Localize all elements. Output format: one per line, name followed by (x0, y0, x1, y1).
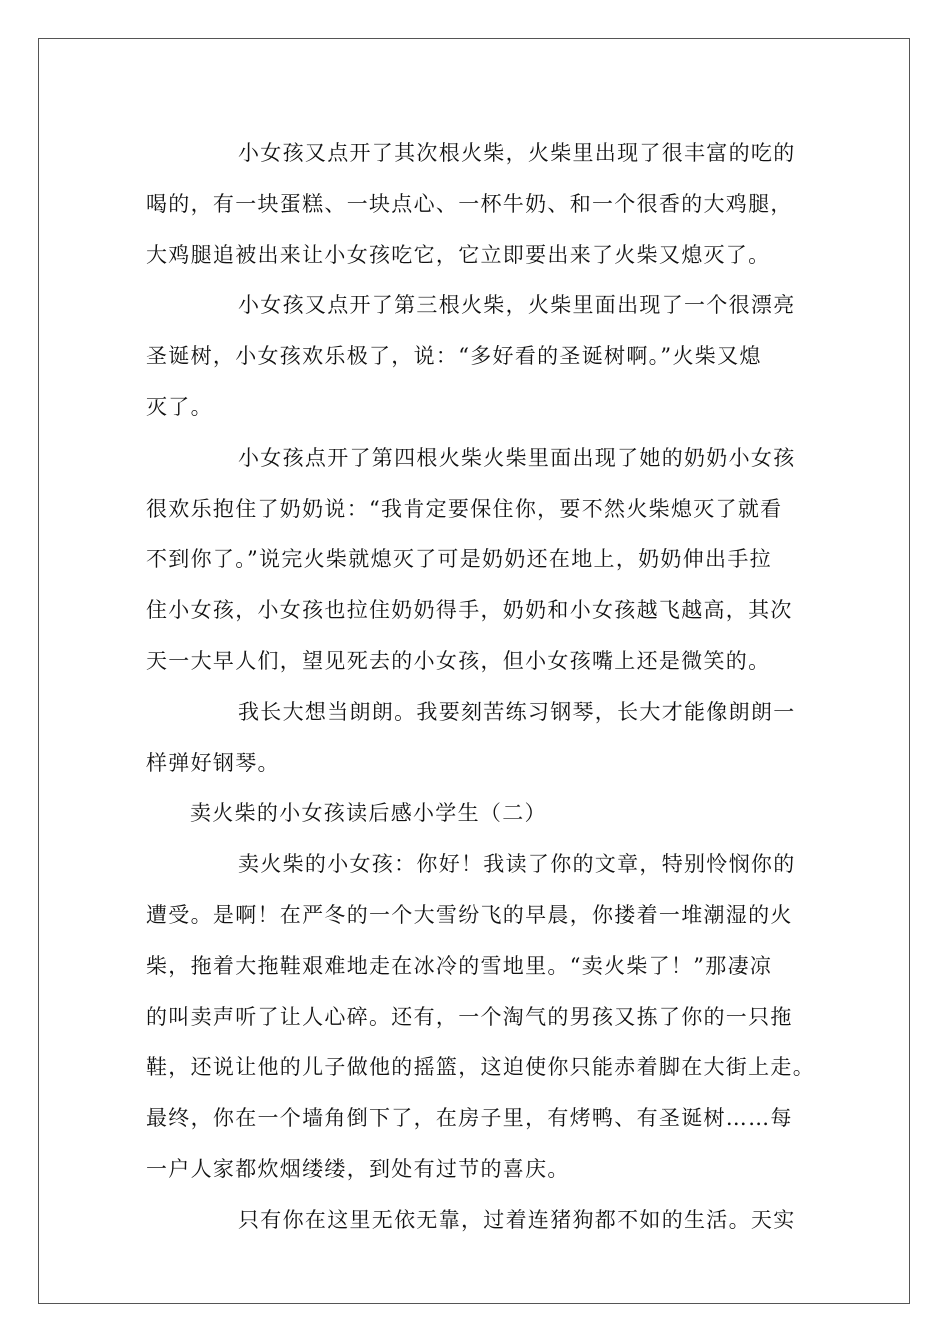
text-line: 小女孩又点开了其次根火柴，火柴里出现了很丰富的吃的 (238, 141, 796, 165)
text-line: 喝的，有一块蛋糕、一块点心、一杯牛奶、和一个很香的大鸡腿， (146, 191, 793, 216)
text-line: 我长大想当朗朗。我要刻苦练习钢琴，长大才能像朗朗一 (238, 699, 796, 724)
text-line: 样弹好钢琴。 (146, 750, 280, 775)
text-line: 天一大早人们，望见死去的小女孩，但小女孩嘴上还是微笑的。 (146, 648, 771, 673)
text-line: 不到你了。”说完火柴就熄灭了可是奶奶还在地上，奶奶伸出手拉 (146, 547, 772, 572)
text-line: 鞋，还说让他的儿子做他的摇篮，这迫使你只能赤着脚在大街上走。 (146, 1055, 815, 1080)
text-line: 圣诞树，小女孩欢乐极了，说：“多好看的圣诞树啊。”火柴又熄 (146, 344, 762, 369)
section-heading: 卖火柴的小女孩读后感小学生（二） (190, 801, 547, 826)
text-line: 小女孩又点开了第三根火柴，火柴里面出现了一个很漂亮 (238, 293, 796, 318)
document-body (146, 128, 836, 1246)
text-line: 一户人家都炊烟缕缕，到处有过节的喜庆。 (146, 1156, 570, 1181)
text-line: 柴，拖着大拖鞋艰难地走在冰冷的雪地里。“卖火柴了！”那凄凉 (146, 953, 773, 978)
text-line: 住小女孩，小女孩也拉住奶奶得手，奶奶和小女孩越飞越高，其次 (146, 598, 793, 623)
text-line: 小女孩点开了第四根火柴火柴里面出现了她的奶奶小女孩 (238, 445, 796, 470)
text-line: 遭受。是啊！在严冬的一个大雪纷飞的早晨，你搂着一堆潮湿的火 (146, 902, 793, 927)
text-line: 大鸡腿追被出来让小女孩吃它，它立即要出来了火柴又熄灭了。 (146, 242, 771, 267)
text-line: 的叫卖声听了让人心碎。还有，一个淘气的男孩又拣了你的一只拖 (146, 1004, 793, 1029)
text-line: 只有你在这里无依无靠，过着连猪狗都不如的生活。天实 (238, 1207, 796, 1232)
text-line: 卖火柴的小女孩：你好！我读了你的文章，特别怜悯你的 (238, 852, 796, 877)
text-line: 最终，你在一个墙角倒下了，在房子里，有烤鸭、有圣诞树……每 (146, 1106, 793, 1131)
text-line: 很欢乐抱住了奶奶说：“我肯定要保住你，要不然火柴熄灭了就看 (146, 496, 783, 521)
text-line: 灭了。 (146, 394, 213, 419)
